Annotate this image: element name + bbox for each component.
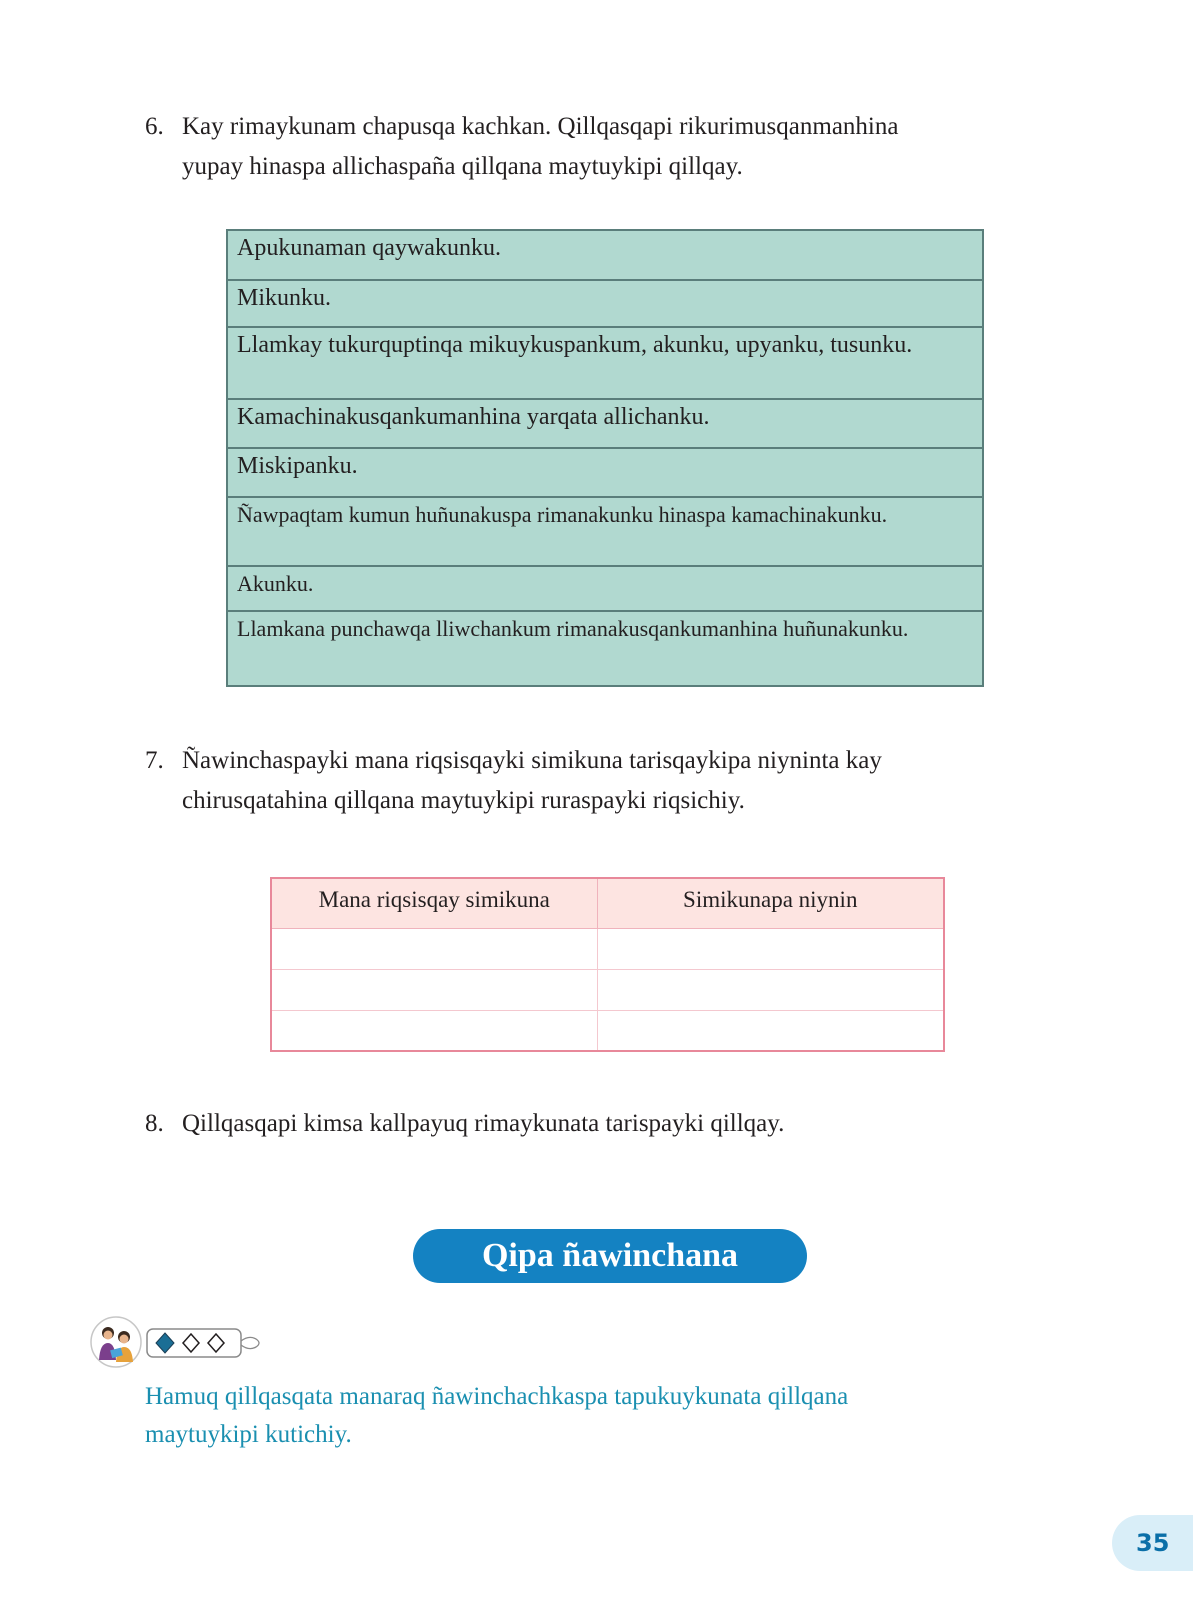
difficulty-indicator xyxy=(146,1326,266,1360)
question-line: Kay rimaykunam chapusqa kachkan. Qillqasqapi rikurimusqanmanhina xyxy=(182,113,899,140)
statement-cell: Llamkay tukurquptinqa mikuykuspankum, akunku, upyanku, tusunku. xyxy=(227,327,983,399)
children-reading-icon xyxy=(90,1316,142,1368)
blank-cell[interactable] xyxy=(597,969,944,1010)
question-number: 6. xyxy=(145,113,164,140)
table-row xyxy=(227,327,983,399)
table-row xyxy=(271,969,944,1010)
question-line: yupay hinaspa allichaspaña qillqana maytuykipi qillqay. xyxy=(182,153,743,180)
question-number: 8. xyxy=(145,1110,164,1137)
statement-cell: Ñawpaqtam kumun huñunakuspa rimanakunku hinaspa kamachinakunku. xyxy=(227,497,983,566)
statements-table xyxy=(226,229,984,687)
table-row xyxy=(227,230,983,280)
table-row xyxy=(227,399,983,448)
question-7 xyxy=(145,741,1045,821)
section-title-banner: Qipa ñawinchana xyxy=(413,1229,807,1283)
question-line: chirusqatahina qillqana maytuykipi ruraspayki riqsichiy. xyxy=(182,787,745,814)
vocabulary-table xyxy=(270,877,945,1052)
table-row xyxy=(227,280,983,327)
blank-cell[interactable] xyxy=(271,928,597,969)
header-unknown-words: Mana riqsisqay simikuna xyxy=(271,878,597,928)
question-8 xyxy=(145,1104,1045,1144)
statement-cell: Kamachinakusqankumanhina yarqata allichanku. xyxy=(227,399,983,448)
instruction-line: maytuykipi kutichiy. xyxy=(145,1421,352,1448)
statement-cell: Llamkana punchawqa lliwchankum rimanakusqankumanhina huñunakunku. xyxy=(227,611,983,686)
question-line: Ñawinchaspayki mana riqsisqayki simikuna tarisqaykipa niyninta kay xyxy=(182,747,882,774)
page-number: 35 xyxy=(1112,1515,1193,1571)
table-row xyxy=(227,566,983,611)
table-header-row xyxy=(271,878,944,928)
question-line: Qillqasqapi kimsa kallpayuq rimaykunata tarispayki qillqay. xyxy=(182,1110,785,1137)
table-row xyxy=(227,448,983,497)
instruction-line: Hamuq qillqasqata manaraq ñawinchachkaspa tapukuykunata qillqana xyxy=(145,1383,849,1410)
header-word-meaning: Simikunapa niynin xyxy=(597,878,944,928)
blank-cell[interactable] xyxy=(597,1010,944,1051)
blank-cell[interactable] xyxy=(597,928,944,969)
statement-cell: Miskipanku. xyxy=(227,448,983,497)
statement-cell: Mikunku. xyxy=(227,280,983,327)
blank-cell[interactable] xyxy=(271,1010,597,1051)
statement-cell: Akunku. xyxy=(227,566,983,611)
blank-cell[interactable] xyxy=(271,969,597,1010)
table-row xyxy=(227,497,983,566)
pre-reading-instruction xyxy=(145,1378,1045,1454)
question-number: 7. xyxy=(145,747,164,774)
question-6 xyxy=(145,107,1045,187)
statement-cell: Apukunaman qaywakunku. xyxy=(227,230,983,280)
table-row xyxy=(227,611,983,686)
table-row xyxy=(271,1010,944,1051)
table-row xyxy=(271,928,944,969)
